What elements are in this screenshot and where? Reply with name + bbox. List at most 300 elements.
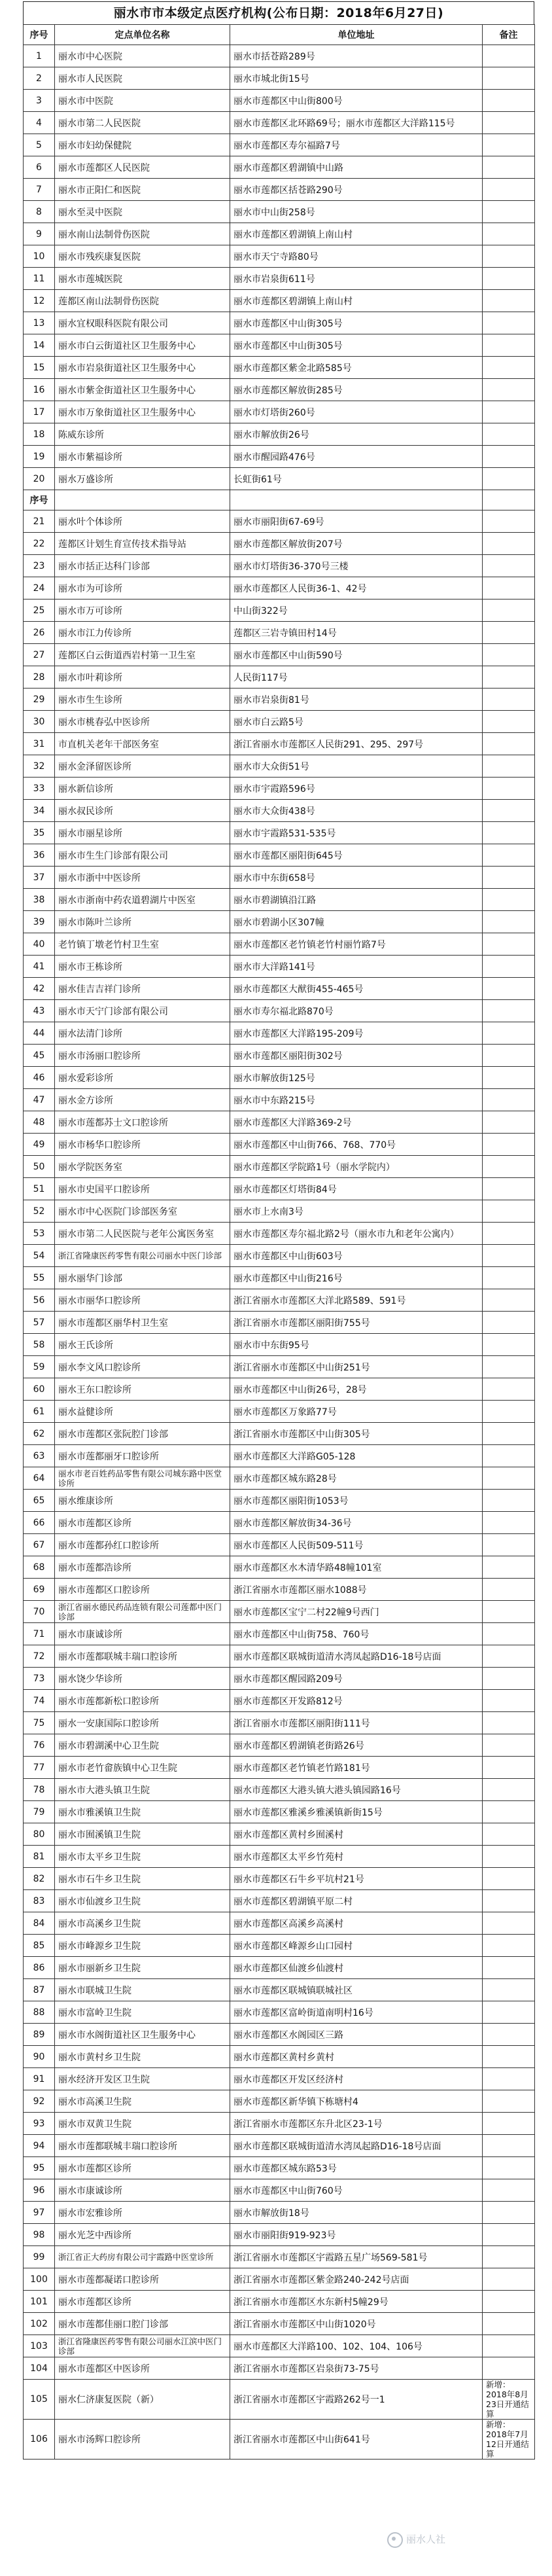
row-name: 丽水市紫金街道社区卫生服务中心: [55, 379, 230, 401]
table-row: [24, 933, 535, 956]
row-address: 丽水市莲都区北环路69号；丽水市莲都区大洋路115号: [230, 112, 483, 134]
row-remark: [483, 1868, 535, 1890]
row-index: 71: [24, 1623, 55, 1645]
row-index: 43: [24, 1000, 55, 1022]
row-index: 97: [24, 2202, 55, 2224]
row-address: 浙江省丽水市莲都区丽阳街111号: [230, 1712, 483, 1734]
row-name: 丽水光芝中西诊所: [55, 2224, 230, 2246]
table-row: [24, 867, 535, 889]
row-remark: [483, 1534, 535, 1556]
row-remark: [483, 577, 535, 599]
row-index: 2: [24, 67, 55, 90]
row-remark: [483, 1312, 535, 1334]
row-index: 13: [24, 312, 55, 334]
row-index: 69: [24, 1579, 55, 1601]
row-index: 89: [24, 2024, 55, 2046]
row-name: 丽水市双黄卫生院: [55, 2113, 230, 2135]
row-name: 丽水市生生门诊部有限公司: [55, 844, 230, 867]
row-remark: [483, 446, 535, 468]
table-row: [24, 134, 535, 156]
row-name: 丽水市宏雅诊所: [55, 2202, 230, 2224]
row-address: 丽水市莲都区水阁园区三路: [230, 2024, 483, 2046]
row-address: 浙江省丽水市莲都区宇霞路五星广场569-581号: [230, 2246, 483, 2268]
row-index: 67: [24, 1534, 55, 1556]
row-address: 浙江省丽水市莲都区大洋北路589、591号: [230, 1289, 483, 1312]
row-remark: [483, 1579, 535, 1601]
row-index: 102: [24, 2313, 55, 2335]
row-remark: [483, 90, 535, 112]
table-row: [24, 2291, 535, 2313]
row-name: 丽水市汤丽口腔诊所: [55, 1045, 230, 1067]
row-remark: [483, 2068, 535, 2090]
table-row: [24, 978, 535, 1000]
row-remark: [483, 1000, 535, 1022]
row-address: 丽水市莲都区大洋路195-209号: [230, 1022, 483, 1045]
row-address: 浙江省丽水市莲都区岩泉街73-75号: [230, 2357, 483, 2380]
row-remark: [483, 1445, 535, 1467]
row-address: 浙江省丽水市莲都区宇霞路262号一1: [230, 2380, 483, 2420]
row-name: 丽水饶少华诊所: [55, 1668, 230, 1690]
row-address: 丽水市莲都区括苍路290号: [230, 179, 483, 201]
row-remark: [483, 179, 535, 201]
row-index: 18: [24, 423, 55, 446]
row-name: 丽水市岩泉街道社区卫生服务中心: [55, 357, 230, 379]
row-address: 丽水市莲都区醒园路209号: [230, 1668, 483, 1690]
row-name: 丽水益健诊所: [55, 1401, 230, 1423]
row-name: 丽水市莲都苏士文口腔诊所: [55, 1111, 230, 1134]
table-row: [24, 1668, 535, 1690]
row-address: 丽水市莲都区碧湖镇老街路26号: [230, 1734, 483, 1757]
row-address: 丽水市莲都区新华镇下栋塘村4: [230, 2090, 483, 2113]
row-remark: [483, 1690, 535, 1712]
row-index: 65: [24, 1490, 55, 1512]
row-name: 丽水新信诊所: [55, 778, 230, 800]
row-index: 91: [24, 2068, 55, 2090]
row-address: 丽水市莲都区老竹镇老竹路181号: [230, 1757, 483, 1779]
row-remark: [483, 1134, 535, 1156]
row-index: 54: [24, 1245, 55, 1267]
row-index: 44: [24, 1022, 55, 1045]
table-row: [24, 2068, 535, 2090]
camera-logo-icon: [387, 2532, 403, 2548]
row-remark: [483, 2157, 535, 2179]
row-address: 丽水市大众街438号: [230, 800, 483, 822]
row-index: 78: [24, 1779, 55, 1801]
row-index: 57: [24, 1312, 55, 1334]
row-address: 浙江省丽水市莲都区丽水1088号: [230, 1579, 483, 1601]
table-row: [24, 1490, 535, 1512]
row-address: [230, 490, 483, 510]
row-index: 33: [24, 778, 55, 800]
row-index: 86: [24, 1957, 55, 1979]
row-name: 丽水市正阳仁和医院: [55, 179, 230, 201]
row-address: 丽水市大众街51号: [230, 755, 483, 778]
table-row: [24, 1000, 535, 1022]
row-name: 丽水市碧湖溪中心卫生院: [55, 1734, 230, 1757]
row-remark: [483, 2357, 535, 2380]
row-address: 丽水市中东街658号: [230, 867, 483, 889]
row-index: 80: [24, 1823, 55, 1846]
row-name: 丽水市莲都区诊所: [55, 1512, 230, 1534]
row-name: 丽水市峰源乡卫生院: [55, 1935, 230, 1957]
row-index: 98: [24, 2224, 55, 2246]
table-row: [24, 90, 535, 112]
table-row: [24, 1757, 535, 1779]
row-name: 老竹镇丁墩老竹村卫生室: [55, 933, 230, 956]
row-remark: [483, 2135, 535, 2157]
row-remark: [483, 911, 535, 933]
table-row: [24, 1089, 535, 1111]
row-name: 丽水市中心医院门诊部医务室: [55, 1200, 230, 1223]
row-index: 70: [24, 1601, 55, 1623]
row-remark: [483, 510, 535, 533]
row-name: 丽水市桃春弘中医诊所: [55, 711, 230, 733]
row-address: 丽水市莲都区大猷街455-465号: [230, 978, 483, 1000]
row-index: 96: [24, 2179, 55, 2202]
table-row: [24, 2001, 535, 2024]
table-row: [24, 446, 535, 468]
row-index: 79: [24, 1801, 55, 1823]
table-row: [24, 1200, 535, 1223]
row-address: 丽水市莲都区解放街285号: [230, 379, 483, 401]
row-address: 丽水市莲都区人民街36-1、42号: [230, 577, 483, 599]
row-name: 丽水市陈叶兰诊所: [55, 911, 230, 933]
row-name: 丽水市中心医院: [55, 45, 230, 67]
row-remark: [483, 1467, 535, 1490]
table-row: [24, 112, 535, 134]
table-row: [24, 490, 535, 510]
row-address: 丽水市莲都区中山街800号: [230, 90, 483, 112]
table-header-row: [24, 25, 535, 45]
row-index: 5: [24, 134, 55, 156]
table-row: [24, 533, 535, 555]
row-remark: [483, 1045, 535, 1067]
table-row: [24, 889, 535, 911]
row-name: 丽水市为可诊所: [55, 577, 230, 599]
table-row: [24, 2090, 535, 2113]
table-row: [24, 1334, 535, 1356]
row-name: 丽水市丽星诊所: [55, 822, 230, 844]
row-index: 32: [24, 755, 55, 778]
row-name: 浙江省隆康医药零售有限公司丽水中医门诊部: [55, 1245, 230, 1267]
row-address: 丽水市中东街95号: [230, 1334, 483, 1356]
row-index: 38: [24, 889, 55, 911]
row-address: 丽水市莲都区太平乡竹苑村: [230, 1846, 483, 1868]
row-remark: [483, 956, 535, 978]
table-row: [24, 357, 535, 379]
row-remark: [483, 1712, 535, 1734]
row-address: 丽水市莲都区大洋路100、102、104、106号: [230, 2335, 483, 2357]
table-row: [24, 1690, 535, 1712]
row-name: 丽水市大港头镇卫生院: [55, 1779, 230, 1801]
row-name: [55, 490, 230, 510]
row-remark: [483, 1623, 535, 1645]
table-row: [24, 778, 535, 800]
row-name: 丽水市老百姓药品零售有限公司城东路中医堂诊所: [55, 1467, 230, 1490]
row-address: 浙江省丽水市莲都区中山街305号: [230, 1423, 483, 1445]
row-name: 丽水市联城卫生院: [55, 1979, 230, 2001]
row-index: 28: [24, 666, 55, 689]
row-name: 丽水市老竹畲族镇中心卫生院: [55, 1757, 230, 1779]
table-row: [24, 555, 535, 577]
table-row: [24, 1912, 535, 1935]
row-name: 丽水市莲都联城丰瑞口腔诊所: [55, 1645, 230, 1668]
row-address: 丽水市中东路215号: [230, 1089, 483, 1111]
row-address: 丽水市城北街15号: [230, 67, 483, 90]
row-index: 64: [24, 1467, 55, 1490]
row-name: 丽水法清门诊所: [55, 1022, 230, 1045]
row-index: 24: [24, 577, 55, 599]
table-row: [24, 1779, 535, 1801]
row-address: 丽水市莲都区峰源乡山口园村: [230, 1935, 483, 1957]
table-row: [24, 423, 535, 446]
row-index: 58: [24, 1334, 55, 1356]
row-name: 丽水王东口腔诊所: [55, 1378, 230, 1401]
row-index: 23: [24, 555, 55, 577]
row-name: 丽水市白云街道社区卫生服务中心: [55, 334, 230, 357]
row-remark: [483, 2291, 535, 2313]
row-name: 丽水市康诚诊所: [55, 1623, 230, 1645]
row-remark: [483, 112, 535, 134]
watermark: [387, 2530, 445, 2549]
row-address: 丽水市宇霞路531-535号: [230, 822, 483, 844]
table-row: [24, 2313, 535, 2335]
row-address: 丽水市莲都区中山街216号: [230, 1267, 483, 1289]
table-row: [24, 1423, 535, 1445]
table-row: [24, 689, 535, 711]
table-row: [24, 622, 535, 644]
table-row: [24, 290, 535, 312]
row-remark: [483, 2024, 535, 2046]
row-index: 1: [24, 45, 55, 67]
row-remark: [483, 689, 535, 711]
row-remark: [483, 1267, 535, 1289]
row-index: 36: [24, 844, 55, 867]
row-address: 丽水市莲都区大洋路369-2号: [230, 1111, 483, 1134]
row-index: 94: [24, 2135, 55, 2157]
row-remark: [483, 1801, 535, 1823]
row-name: 市直机关老年干部医务室: [55, 733, 230, 755]
row-index: 51: [24, 1178, 55, 1200]
row-name: 丽水市石牛乡卫生院: [55, 1868, 230, 1890]
row-name: 丽水市丽华口腔诊所: [55, 1289, 230, 1312]
row-remark: [483, 1645, 535, 1668]
row-remark: [483, 1779, 535, 1801]
row-remark: [483, 1490, 535, 1512]
row-remark: [483, 134, 535, 156]
row-remark: [483, 1156, 535, 1178]
row-address: 莲都区三岩寺镇田村14号: [230, 622, 483, 644]
row-remark: [483, 1957, 535, 1979]
row-name: 丽水市万可诊所: [55, 599, 230, 622]
row-index: 49: [24, 1134, 55, 1156]
row-name: 丽水仁济康复医院（新）: [55, 2380, 230, 2420]
row-address: 丽水市莲都区中山街766、768、770号: [230, 1134, 483, 1156]
row-name: 丽水金方诊所: [55, 1089, 230, 1111]
row-address: 丽水市莲都区开发路812号: [230, 1690, 483, 1712]
row-address: 丽水市莲都区中山街758、760号: [230, 1623, 483, 1645]
row-index: 59: [24, 1356, 55, 1378]
row-remark: [483, 622, 535, 644]
row-remark: [483, 290, 535, 312]
row-remark: [483, 822, 535, 844]
row-remark: [483, 1512, 535, 1534]
table-row: [24, 1401, 535, 1423]
table-row: [24, 312, 535, 334]
row-remark: [483, 423, 535, 446]
table-row: [24, 1512, 535, 1534]
row-index: 52: [24, 1200, 55, 1223]
row-address: 丽水市莲都区中山街590号: [230, 644, 483, 666]
table-row: [24, 1846, 535, 1868]
row-name: 丽水市高溪卫生院: [55, 2090, 230, 2113]
row-address: 丽水市莲都区丽阳街645号: [230, 844, 483, 867]
row-remark: [483, 1423, 535, 1445]
row-name: 丽水市残疾康复医院: [55, 245, 230, 268]
table-row: [24, 1556, 535, 1579]
row-name: 丽水市江力传诊所: [55, 622, 230, 644]
row-address: 丽水市莲都区城东路53号: [230, 2157, 483, 2179]
row-remark: [483, 357, 535, 379]
row-remark: [483, 1089, 535, 1111]
row-name: 丽水市莲都孙红口腔诊所: [55, 1534, 230, 1556]
row-index: 3: [24, 90, 55, 112]
row-name: 丽水学院医务室: [55, 1156, 230, 1178]
row-name: 丽水市莲都区口腔诊所: [55, 1579, 230, 1601]
table-row: [24, 1156, 535, 1178]
row-address: 丽水市莲都区寿尔福路7号: [230, 134, 483, 156]
row-name: 丽水市莲都浩诊所: [55, 1556, 230, 1579]
row-remark: [483, 1067, 535, 1089]
row-address: 丽水市莲都区碧湖镇上南山村: [230, 290, 483, 312]
row-remark: [483, 45, 535, 67]
row-name: 丽水市莲都区张阮腔门诊部: [55, 1423, 230, 1445]
row-address: 丽水市莲都区黄村乡黄村: [230, 2046, 483, 2068]
table-row: [24, 2157, 535, 2179]
row-index: 21: [24, 510, 55, 533]
row-remark: [483, 201, 535, 223]
row-index: 14: [24, 334, 55, 357]
row-index: 74: [24, 1690, 55, 1712]
row-index: 序号: [24, 490, 55, 510]
row-address: 丽水市丽阳街919-923号: [230, 2224, 483, 2246]
row-name: 丽水市紫福诊所: [55, 446, 230, 468]
row-remark: [483, 1823, 535, 1846]
row-name: 丽水万盛诊所: [55, 468, 230, 490]
row-address: 浙江省丽水市莲都区丽阳街755号: [230, 1312, 483, 1334]
row-index: 55: [24, 1267, 55, 1289]
row-address: 丽水市碧湖镇沿江路: [230, 889, 483, 911]
row-remark: [483, 1556, 535, 1579]
row-index: 45: [24, 1045, 55, 1067]
header-remark: 备注: [483, 25, 535, 45]
row-address: 丽水市莲都区碧湖镇上南山村: [230, 223, 483, 245]
table-row: [24, 1801, 535, 1823]
row-index: 90: [24, 2046, 55, 2068]
page-title: 丽水市市本级定点医疗机构(公布日期：2018年6月27日): [23, 1, 534, 24]
row-address: 丽水市莲都区中山街760号: [230, 2179, 483, 2202]
row-address: 丽水市岩泉街81号: [230, 689, 483, 711]
table-row: [24, 844, 535, 867]
row-index: 40: [24, 933, 55, 956]
row-name: 丽水维康诊所: [55, 1490, 230, 1512]
row-address: 丽水市莲都区富岭街道南明村16号: [230, 2001, 483, 2024]
row-remark: 新增：2018年8月23日开通结算: [483, 2380, 535, 2420]
row-address: 浙江省丽水市莲都区中山街641号: [230, 2420, 483, 2460]
row-name: 莲都区白云街道西岩村第一卫生室: [55, 644, 230, 666]
table-row: [24, 379, 535, 401]
header-index: 序号: [24, 25, 55, 45]
row-remark: [483, 67, 535, 90]
row-address: 中山街322号: [230, 599, 483, 622]
row-address: 丽水市莲都区联城街道清水湾凤起路D16-18号店面: [230, 2135, 483, 2157]
row-address: 丽水市莲都区开发区经济村: [230, 2068, 483, 2090]
row-address: 丽水市莲都区解放街34-36号: [230, 1512, 483, 1534]
row-name: 丽水市莲都区丽华村卫生室: [55, 1312, 230, 1334]
row-remark: [483, 666, 535, 689]
row-index: 22: [24, 533, 55, 555]
row-remark: [483, 755, 535, 778]
row-index: 11: [24, 268, 55, 290]
row-index: 85: [24, 1935, 55, 1957]
row-name: 陈威东诊所: [55, 423, 230, 446]
row-address: 丽水市上水南3号: [230, 1200, 483, 1223]
row-remark: [483, 1245, 535, 1267]
row-index: 12: [24, 290, 55, 312]
row-address: 丽水市莲都区雅溪乡雅溪镇新街15号: [230, 1801, 483, 1823]
table-row: [24, 1445, 535, 1467]
row-name: 丽水市莲都区诊所: [55, 2157, 230, 2179]
row-index: 30: [24, 711, 55, 733]
row-remark: [483, 1356, 535, 1378]
row-address: 丽水市莲都区碧湖镇平原二村: [230, 1890, 483, 1912]
row-remark: [483, 1979, 535, 2001]
row-remark: [483, 1935, 535, 1957]
row-name: 丽水市生生诊所: [55, 689, 230, 711]
row-address: 丽水市醒园路476号: [230, 446, 483, 468]
row-index: 75: [24, 1712, 55, 1734]
row-remark: [483, 778, 535, 800]
row-index: 73: [24, 1668, 55, 1690]
row-remark: [483, 889, 535, 911]
row-name: 丽水市史国平口腔诊所: [55, 1178, 230, 1200]
row-name: 丽水市高溪乡卫生院: [55, 1912, 230, 1935]
row-address: 丽水市莲都区大港头镇大港头镇园路16号: [230, 1779, 483, 1801]
table-row: [24, 2380, 535, 2420]
row-remark: [483, 978, 535, 1000]
table-row: [24, 1134, 535, 1156]
row-index: 95: [24, 2157, 55, 2179]
row-index: 72: [24, 1645, 55, 1668]
row-address: 丽水市丽阳街67-69号: [230, 510, 483, 533]
row-remark: [483, 2090, 535, 2113]
table-row: [24, 1312, 535, 1334]
row-remark: [483, 2202, 535, 2224]
table-row: [24, 2024, 535, 2046]
row-address: 丽水市莲都区丽阳街1053号: [230, 1490, 483, 1512]
row-address: 丽水市灯塔街36-370号三楼: [230, 555, 483, 577]
row-index: 8: [24, 201, 55, 223]
row-address: 丽水市莲都区丽阳街302号: [230, 1045, 483, 1067]
row-address: 丽水市碧湖小区307幢: [230, 911, 483, 933]
table-row: [24, 1223, 535, 1245]
row-remark: [483, 933, 535, 956]
row-index: 27: [24, 644, 55, 666]
table-row: [24, 1712, 535, 1734]
row-remark: [483, 490, 535, 510]
row-address: 丽水市莲都区城东路28号: [230, 1467, 483, 1490]
row-remark: [483, 334, 535, 357]
